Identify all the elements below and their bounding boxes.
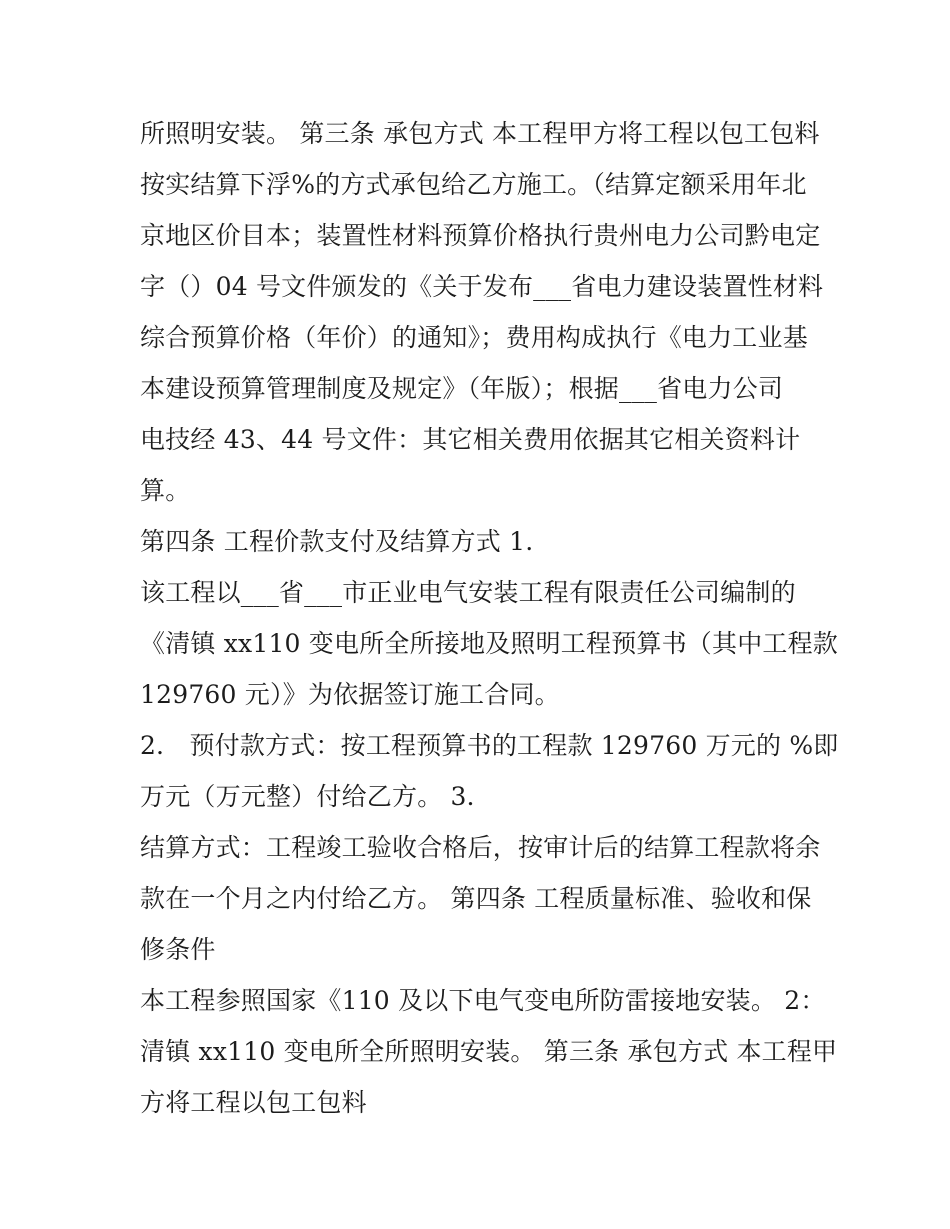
text-line: 129760 元）》为依据签订施工合同。 — [140, 680, 560, 709]
text-line: 《清镇 xx110 变电所全所接地及照明工程预算书（其中工程款 — [140, 629, 839, 658]
text-line: 清镇 xx110 变电所全所照明安装。 第三条 承包方式 本工程甲 — [140, 1037, 838, 1066]
text-line: 字（）04 号文件颁发的《关于发布___省电力建设装置性材料 — [140, 272, 824, 301]
text-line: 京地区价目本；装置性材料预算价格执行贵州电力公司黔电定 — [140, 221, 821, 250]
text-line: 结算方式：工程竣工验收合格后，按审计后的结算工程款将余 — [140, 833, 821, 862]
text-line: 本工程参照国家《110 及以下电气变电所防雷接地安装。 2： — [140, 986, 826, 1015]
document-body — [140, 108, 839, 1128]
text-line: 算。 — [140, 476, 191, 505]
text-line: 万元（万元整）付给乙方。 3． — [140, 782, 492, 811]
text-line: 方将工程以包工包料 — [140, 1088, 367, 1117]
text-line: 综合预算价格（年价）的通知》；费用构成执行《电力工业基 — [140, 323, 808, 352]
text-line: 该工程以___省___市正业电气安装工程有限责任公司编制的 — [140, 578, 796, 607]
text-line: 按实结算下浮%的方式承包给乙方施工。（结算定额采用年北 — [140, 170, 807, 199]
text-line: 修条件 — [140, 935, 216, 964]
text-line: 款在一个月之内付给乙方。 第四条 工程质量标准、验收和保 — [140, 884, 812, 913]
text-line: 第四条 工程价款支付及结算方式 1. — [140, 527, 534, 556]
text-line: 电技经 43、44 号文件：其它相关费用依据其它相关资料计 — [140, 425, 801, 454]
text-line: 本建设预算管理制度及规定》（年版）；根据___省电力公司 — [140, 374, 784, 403]
text-line: 所照明安装。 第三条 承包方式 本工程甲方将工程以包工包料 — [140, 119, 820, 148]
text-line: 2． 预付款方式：按工程预算书的工程款 129760 万元的 %即 — [140, 731, 839, 760]
